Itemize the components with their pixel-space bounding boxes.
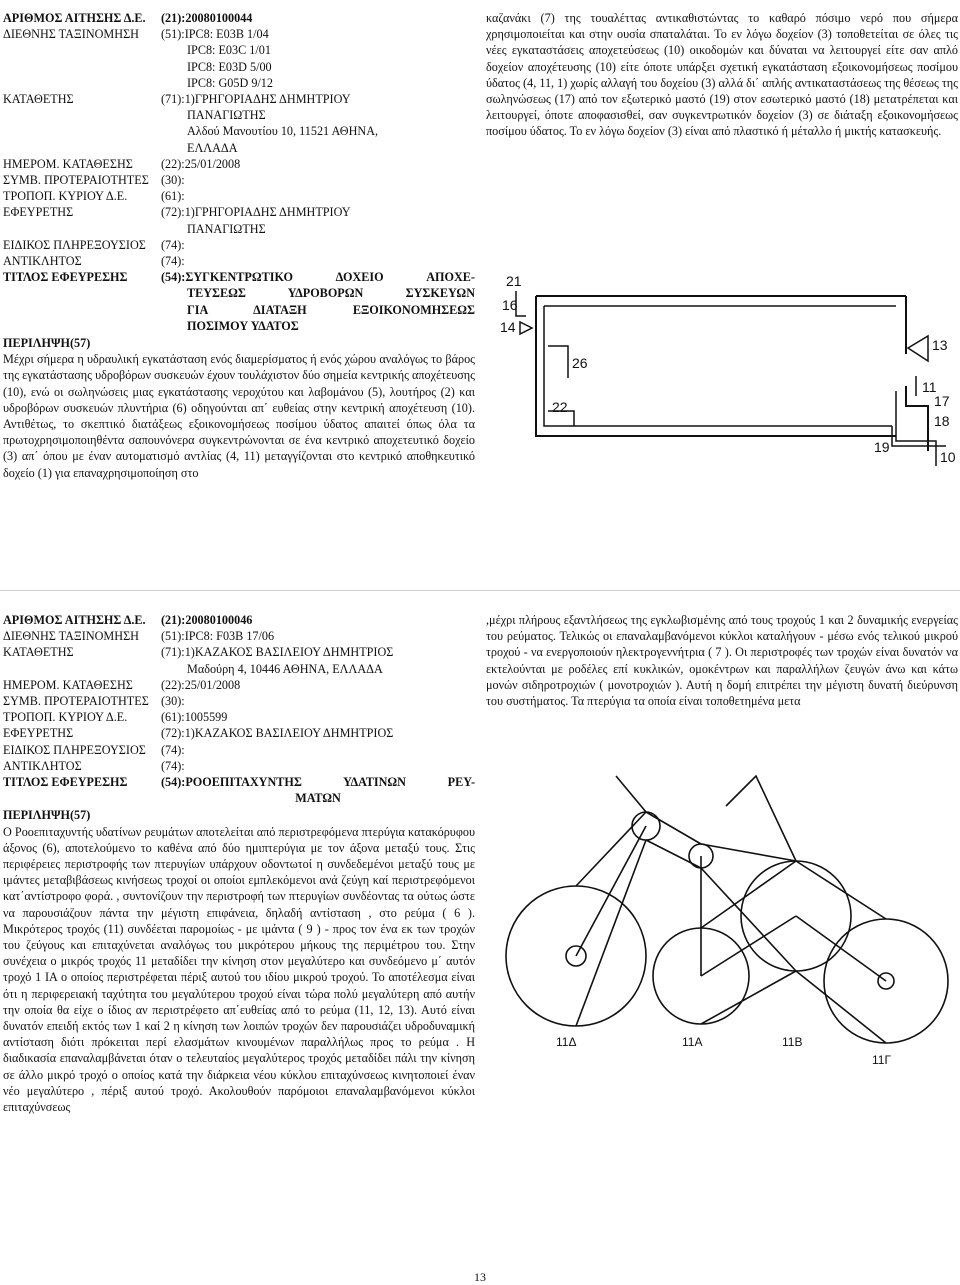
applicant-line: (71):1)ΚΑΖΑΚΟΣ ΒΑΣΙΛΕΙΟΥ ΔΗΜΗΤΡΙΟΣ <box>161 645 394 660</box>
priority-row <box>3 172 475 188</box>
field-label: ΤΡΟΠΟΠ. ΚΥΡΙΟΥ Δ.Ε. <box>3 710 128 725</box>
applicant-line: (71):1)ΓΡΗΓΟΡΙΑΔΗΣ ΔΗΜΗΤΡΙΟΥ <box>161 92 351 107</box>
classification-row <box>3 628 475 644</box>
field-label: ΕΙΔΙΚΟΣ ΠΛΗΡΕΞΟΥΣΙΟΣ <box>3 742 146 757</box>
title-line: ΠΟΣΙΜΟΥ ΥΔΑΤΟΣ <box>187 318 299 333</box>
abstract-heading: ΠΕΡΙΛΗΨΗ(57) <box>3 336 91 351</box>
attorney-value: (74): <box>161 237 185 252</box>
field-label: ΤΙΤΛΟΣ ΕΦΕΥΡΕΣΗΣ <box>3 270 128 285</box>
applicant-row <box>3 91 475 156</box>
title-line: ΓΙΑ ΔΙΑΤΑΞΗ ΕΞΟΙΚΟΝΟΜΗΣΕΩΣ <box>187 302 475 317</box>
belt-line <box>646 840 701 868</box>
field-label: ΔΙΕΘΝΗΣ ΤΑΞΙΝΟΜΗΣΗ <box>3 629 139 644</box>
title-line: (54):ΡΟΟΕΠΙΤΑΧΥΝΤΗΣ ΥΔΑΤΙΝΩΝ ΡΕΥ- <box>161 775 475 790</box>
application-number-row <box>3 10 475 26</box>
figure-label: 19 <box>874 439 890 455</box>
priority-row <box>3 693 475 709</box>
priority-value: (30): <box>161 173 185 188</box>
belt-line <box>701 844 796 861</box>
field-label: ΑΝΤΙΚΛΗΤΟΣ <box>3 758 82 773</box>
agent-value: (74): <box>161 254 185 269</box>
filing-date: (22):25/01/2008 <box>161 677 241 692</box>
classification-value <box>161 26 475 91</box>
field-label: ΣΥΜΒ. ΠΡΟΤΕΡΑΙΟΤΗΤΕΣ <box>3 173 149 188</box>
figure-label: 11Α <box>682 1035 703 1049</box>
application-number: (21):20080100044 <box>161 11 253 25</box>
field-label: ΣΥΜΒ. ΠΡΟΤΕΡΑΙΟΤΗΤΕΣ <box>3 694 149 709</box>
belt-line <box>726 776 796 861</box>
title-line: ΜΑΤΩΝ <box>295 791 341 806</box>
application-number-row <box>3 612 475 628</box>
figure-label: 14 <box>500 319 516 335</box>
patent1-figure <box>496 266 956 476</box>
nipple-19 <box>892 426 946 446</box>
patent1-left-column <box>3 10 475 481</box>
priority-value: (30): <box>161 694 185 709</box>
field-label: ΑΡΙΘΜΟΣ ΑΙΤΗΣΗΣ Δ.Ε. <box>3 613 146 627</box>
inventor-line: (72):1)ΓΡΗΓΟΡΙΑΔΗΣ ΔΗΜΗΤΡΙΟΥ <box>161 205 351 220</box>
valve-14 <box>520 322 532 334</box>
figure-label: 26 <box>572 355 588 371</box>
figure-label: 11Δ <box>556 1035 577 1049</box>
attorney-value: (74): <box>161 742 185 757</box>
abstract-continuation: καζανάκι (7) της τουαλέττας αντικαθιστώντας το καθαρό πόσιμο νερό που σήμερα χρησιμοποιείται και στην ουσία σπαταλάται. Το εν λόγω δοχείον (3) τοποθετείται σε όλες τις νέες εγκαταστάσεις αποχετεύσεως (10) οικοδομών και δύναται να λειτουργεί είτε σαν απλό δοχείον αποχέτευσης (10) είτε όποτε υπάρξει σχετική εγκατάσταση εξοικονομήσεως ποσίμου ύδατος (4, 11, 1) χωρίς αλλαγή του δοχείου (3) αλλά δι΄ απλής αντικαταστάσεως της θέσεως της σωληνώσεως (17) από τον εξωτερικό μαστό (19) στον εσωτερικό μαστό (18) μετατρέπεται και λειτουργεί, όποτε αποφασισθεί, σαν συγκεντρωτικόν δοχείον (3) σε διάταξη εξοικονομήσεως ποσίμου ύδατος. Το εν λόγω δοχείον (3) είναι από πλαστικό ή μέταλλο ή μικτής κατασκευής. <box>486 11 958 139</box>
title-row <box>3 774 475 806</box>
field-label: ΕΙΔΙΚΟΣ ΠΛΗΡΕΞΟΥΣΙΟΣ <box>3 237 146 252</box>
inventor-value: (72):1)ΚΑΖΑΚΟΣ ΒΑΣΙΛΕΙΟΥ ΔΗΜΗΤΡΙΟΣ <box>161 726 394 741</box>
field-label: ΗΜΕΡΟΜ. ΚΑΤΑΘΕΣΗΣ <box>3 156 133 171</box>
belt-line <box>646 812 701 844</box>
applicant-line: Μαδούρη 4, 10446 ΑΘΗΝΑ, ΕΛΛΑΔΑ <box>187 661 383 676</box>
applicant-value <box>161 644 475 676</box>
filing-date-row <box>3 677 475 693</box>
figure-label: 13 <box>932 337 948 353</box>
figure-label: 21 <box>506 273 522 289</box>
modification-value: (61):1005599 <box>161 710 228 725</box>
field-label: ΤΡΟΠΟΠ. ΚΥΡΙΟΥ Δ.Ε. <box>3 189 128 204</box>
field-label: ΚΑΤΑΘΕΤΗΣ <box>3 92 74 107</box>
inventor-row <box>3 725 475 741</box>
classification-line: IPC8: E03D 5/00 <box>187 59 272 74</box>
attorney-row <box>3 237 475 253</box>
filing-date-row <box>3 156 475 172</box>
inventor-value <box>161 204 475 236</box>
belt-line <box>576 840 646 1026</box>
modification-value: (61): <box>161 189 185 204</box>
abstract-text: Μέχρι σήμερα η υδραυλική εγκατάσταση ενός διαμερίσματος ή ενός χώρου αναλόγως το βάρος της εγκατάστασης υδροβόρων συσκευών έχουν τουλάχιστον δύο σημεία κεντρικής αποχέτευσης (10), ενώ οι σωληνώσεις μιας εγκατάστασης νεροχύτου και λαβομάνου (5), λουτήρος (2) και υδροβόρων συσκευών πλυντήρια (6) οδηγούνται απ΄ ευθείας στην κεντρική αποχέτευση (10). Αντιθέτως, το σκεπτικό διατάξεως εξοικονομήσεως ποσίμου ύδατος απαιτεί όπως όλα τα πρωτοχρησιμοποιηθέντα σαπουνόνερα συγκεντρώνονται σε ένα κεντρικό αποχετευτικό δοχείο (3) απ΄ όπου με έναν αυτοματισμό αντλίας (4, 11) μεταγγίζονται στο κεντρικό αποθηκευτικό δοχείο (1) για επαναχρησιμοποίηση στο <box>3 352 475 480</box>
patent2-figure <box>496 746 956 1076</box>
filing-date: (22):25/01/2008 <box>161 156 241 171</box>
invention-title <box>161 269 475 334</box>
applicant-line: ΕΛΛΑΔΑ <box>187 140 238 155</box>
field-label: ΑΡΙΘΜΟΣ ΑΙΤΗΣΗΣ Δ.Ε. <box>3 11 146 25</box>
abstract-heading: ΠΕΡΙΛΗΨΗ(57) <box>3 808 91 823</box>
patent2-left-column <box>3 612 475 1115</box>
figure-label: 11Γ <box>872 1053 892 1067</box>
patent1-right-column <box>486 10 958 140</box>
applicant-row <box>3 644 475 676</box>
abstract-text: Ο Ροοεπιταχυντής υδατίνων ρευμάτων αποτελείται από περιστρεφόμενα πτερύγια κατακόρυφου άξονος (6), αποτελούμενο το καθένα από δύο ημιπτερύγια με τον άξονα μεταξύ τους. Στις περιφέρειες περιστροφής των πτερυγίων υπάρχουν οδοντωτοί η συνδεδεμένοι μεταξύ τους με ιμάντες μεταβιβάσεως κινήσεως τροχοί οι οποίοι εμπλεκόμενοι ανά ζεύγη καί περιστρεφόμενοι κατ΄αντίστροφο φορά. , συντονίζουν την περιστροφή των πτερυγίων συνδέοντας τα ούτως ώστε να παρουσιάζουν πάντα την μέγιστη επιφάνεια, δηλαδή αντίσταση , στο ρεύμα ( 6 ). Μικρότερος τροχός (11) συνδέεται παρομοίως - με ιμάντα ( 9 ) - προς τον ένα εκ των τροχών του ζεύγους και επιταχύνεται αναλόγως του μικρότερου μήκους της περιμέτρου του. Στην συνέχεια ο μικρός τροχός 11 μεταδίδει την κίνηση στον μεγαλύτερο και συνδεόμενο μ΄ αυτόν τροχό 1 ΙΑ ο οποίος περιστρέφεται πέριξ αυτού του ιδίου μικρού τροχού. Το αποτέλεσμα είναι ότι η περιφερειακή ταχύτητα του μεγαλύτερου τροχού είναι τώρα πολύ μεγαλύτερη από αυτήν την οποία θα είχε ο ίδιος αν περιστρέφετο απ΄ευθείας από το ρεύμα (11, 12, 13). Αυτό είναι δυνατόν επειδή εκτός των 1 καί 2 η κίνηση των λοιπών τροχών δεν παρουσιάζει υδροδυναμική αντίσταση διότι πρόκειται περί ελασμάτων κινουμένων παραλλήλως προς το ρεύμα . Η διαδικασία επαναλαμβάνεται όταν ο τελευταίος μεγαλύτερος τροχός μεταδίδει πάλι την κίνηση σε άλλο μικρό τροχό ο οποίος κατά την διάρκεια νέου κύκλου επιταχύνσεως κινητοποιεί έναν νέο μεγαλύτερο , πέριξ αυτού τροχό. Ακολουθούν παρόμοιοι επαναλαμβανόμενοι κύκλοι επιταχύνσεως <box>3 824 475 1115</box>
belt-line <box>796 916 886 981</box>
belt-line <box>796 861 886 919</box>
classification-value: (51):IPC8: F03B 17/06 <box>161 629 275 644</box>
patent1-bibliographic-data <box>3 10 475 334</box>
patent2-right-column <box>486 612 958 709</box>
belt-line <box>576 826 646 956</box>
inventor-row <box>3 204 475 236</box>
tank-outline <box>536 296 896 436</box>
figure-label: 16 <box>502 297 518 313</box>
belt-line <box>616 776 646 812</box>
bracket-26 <box>548 346 568 378</box>
outlet-pipe-18 <box>896 391 936 466</box>
agent-row <box>3 253 475 269</box>
abstract-continuation: ,μέχρι πλήρους εξαντλήσεως της εγκλωβισμένης από τους τροχούς 1 και 2 δυναμικής ενεργείας του ρεύματος. Τελικώς οι επαναλαμβανόμενοι κύκλοι καταλήγουν - μέσω ενός τελικού μικρού τροχού - να ενεργοποιούν ηλεκτρογεννήτρια ( 7 ). Οι περιστροφές των τροχών είναι δυνατόν να εκτελούνται με ροδέλες επί κυκλικών, ομοκέντρων και παραλλήλων ζευγών άνω και κάτω μονών σιδηροτροχιών ( μονοτροχιών ). Αυτή η δομή επιτρέπει την μέγιστη δυνατή διεύρυνση του συστήματος. Τα πτερύγια τα οποία είναι τοποθετημένα μετα <box>486 613 958 709</box>
field-label: ΕΦΕΥΡΕΤΗΣ <box>3 205 74 220</box>
field-label: ΚΑΤΑΘΕΤΗΣ <box>3 645 74 660</box>
modification-row <box>3 709 475 725</box>
figure-label: 22 <box>552 399 568 415</box>
applicant-value <box>161 91 475 156</box>
field-label: ΕΦΕΥΡΕΤΗΣ <box>3 726 74 741</box>
belt-line <box>701 861 796 928</box>
agent-value: (74): <box>161 758 185 773</box>
application-number: (21):20080100046 <box>161 613 253 627</box>
figure-label: 18 <box>934 413 950 429</box>
classification-line: IPC8: G05D 9/12 <box>187 75 273 90</box>
belt-line <box>796 971 886 1043</box>
invention-title <box>161 774 475 806</box>
title-row <box>3 269 475 334</box>
title-line: ΤΕΥΣΕΩΣ ΥΔΡΟΒΟΡΩΝ ΣΥΣΚΕΥΩΝ <box>187 286 475 301</box>
applicant-line: Αλδού Μανουτίου 10, 11521 ΑΘΗΝΑ, <box>187 124 379 139</box>
figure-label: 10 <box>940 449 956 465</box>
pump-13 <box>908 336 928 361</box>
section-divider <box>0 590 960 591</box>
belt-line <box>701 868 796 971</box>
figure-label: 17 <box>934 393 950 409</box>
belt-line <box>576 812 646 886</box>
inner-wall <box>544 306 892 426</box>
field-label: ΤΙΤΛΟΣ ΕΦΕΥΡΕΣΗΣ <box>3 775 128 790</box>
patent2-bibliographic-data <box>3 612 475 806</box>
classification-line: IPC8: E03C 1/01 <box>187 43 271 58</box>
agent-row <box>3 758 475 774</box>
classification-row <box>3 26 475 91</box>
title-line: (54):ΣΥΓΚΕΝΤΡΩΤΙΚΟ ΔΟΧΕΙΟ ΑΠΟΧΕ- <box>161 270 475 285</box>
figure-label: 11Β <box>782 1035 803 1049</box>
page-number: 13 <box>474 1270 486 1284</box>
classification-line: (51):IPC8: E03B 1/04 <box>161 27 269 42</box>
modification-row <box>3 188 475 204</box>
field-label: ΔΙΕΘΝΗΣ ΤΑΞΙΝΟΜΗΣΗ <box>3 27 139 42</box>
figure-label: 11 <box>922 379 937 395</box>
inventor-line: ΠΑΝΑΓΙΩΤΗΣ <box>187 221 266 236</box>
applicant-line: ΠΑΝΑΓΙΩΤΗΣ <box>187 108 266 123</box>
attorney-row <box>3 742 475 758</box>
field-label: ΑΝΤΙΚΛΗΤΟΣ <box>3 254 82 269</box>
field-label: ΗΜΕΡΟΜ. ΚΑΤΑΘΕΣΗΣ <box>3 677 133 692</box>
